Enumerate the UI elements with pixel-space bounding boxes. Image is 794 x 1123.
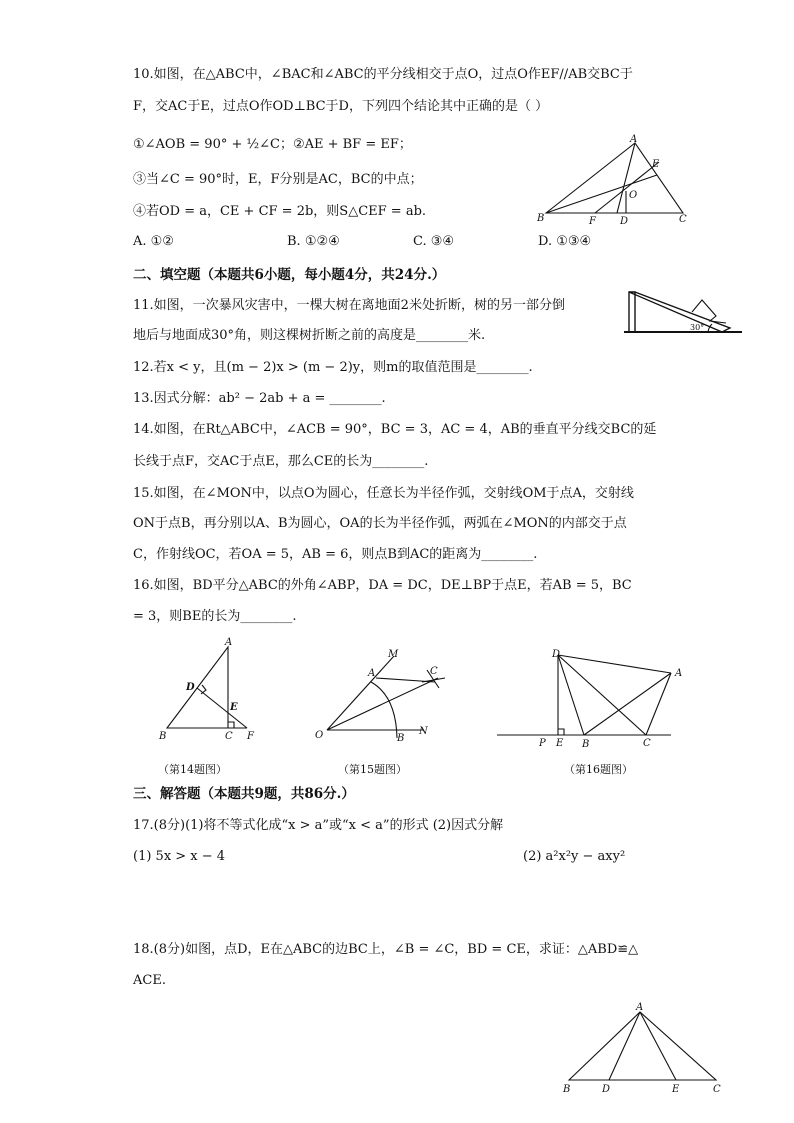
q18-triangle-abc — [569, 1012, 716, 1080]
fig15-label-c: C — [430, 666, 438, 677]
q17-line-1: 17.(8分)(1)将不等式化成“x > a”或“x < a”的形式 (2)因式分解 — [133, 818, 504, 833]
q10-line-2: F，交AC于E，过点O作OD⊥BC于D，下列四个结论其中正确的是（ ） — [133, 99, 549, 114]
q16-line-2: = 3，则BE的长为________. — [133, 609, 297, 624]
q18-segment-ad — [609, 1012, 640, 1080]
q10-label-o: O — [629, 190, 638, 201]
fig16-label-p: P — [539, 738, 546, 749]
q10-statement-4: ④若OD = a，CE + CF = 2b，则S△CEF = ab. — [133, 204, 427, 219]
q18-label-c: C — [713, 1084, 721, 1095]
q13-text: 13.因式分解：ab² − 2ab + a = ________. — [133, 391, 386, 406]
q18-label-a: A — [636, 1002, 644, 1013]
q18-line-2: ACE. — [133, 973, 166, 988]
q15-line-2: ON于点B，再分别以A、B为圆心，OA的长为半径作弧，两弧在∠MON的内部交于点 — [133, 516, 627, 531]
q11-figure — [620, 288, 745, 338]
fig15-label-m: M — [388, 649, 399, 660]
section-2-heading: 二、填空题（本题共6小题，每小题4分，共24分.） — [133, 267, 446, 283]
q18-label-b: B — [563, 1084, 571, 1095]
q15-line-1: 15.如图，在∠MON中，以点O为圆心，任意长为半径作弧，交射线OM于点A，交射线 — [133, 486, 634, 501]
fig16-right-angle-e — [558, 729, 564, 735]
fig15-label-b: B — [397, 733, 405, 744]
q11-line-1: 11.如图，一次暴风灾害中，一棵大树在离地面2米处折断，树的另一部分倒 — [133, 298, 565, 313]
q18-line-1: 18.(8分)如图，点D，E在△ABC的边BC上，∠B = ∠C，BD = CE，求证：△ABD≌△ — [133, 942, 639, 957]
fig16-label-c: C — [643, 738, 651, 749]
q10-option-b[interactable]: B. ①②④ — [287, 234, 340, 249]
fig16-label-e: E — [556, 738, 564, 749]
q11-trunk — [629, 292, 635, 332]
q10-label-b: B — [537, 213, 545, 224]
q10-statement-3: ③当∠C = 90°时，E，F分别是AC，BC的中点； — [133, 172, 423, 187]
q11-line-2: 地后与地面成30°角，则这棵树折断之前的高度是________米. — [133, 328, 486, 343]
q11-angle-label: 30° — [690, 323, 705, 332]
fig14-label-f: F — [247, 731, 254, 742]
q10-option-d[interactable]: D. ①③④ — [538, 234, 592, 249]
fig15-label-a: A — [368, 668, 376, 679]
fig16-label-d: D — [552, 649, 561, 660]
fig16-label-b: B — [582, 739, 590, 750]
q10-figure — [535, 135, 695, 230]
fig15 — [312, 648, 447, 743]
q11-fallen-tree — [629, 292, 730, 332]
fig16 — [495, 647, 695, 752]
q10-option-a[interactable]: A. ①② — [133, 234, 174, 249]
fig15-label-n: N — [419, 726, 428, 737]
q10-option-c[interactable]: C. ③④ — [413, 234, 455, 249]
fig14-label-b: B — [159, 731, 167, 742]
q18-label-d: D — [602, 1084, 611, 1095]
section-3-heading: 三、解答题（本题共9题，共86分.） — [133, 786, 355, 802]
q18-segment-ae — [640, 1012, 676, 1080]
q15-line-3: C，作射线OC，若OA = 5，AB = 6，则点B到AC的距离为________. — [133, 547, 538, 562]
q10-line-ef — [595, 162, 659, 213]
q14-line-1: 14.如图，在Rt△ABC中，∠ACB = 90°，BC = 3，AC = 4，AB的垂直平分线交BC的延 — [133, 422, 657, 437]
q10-label-f: F — [589, 216, 596, 227]
q14-line-2: 长线于点F，交AC于点E，那么CE的长为________. — [133, 454, 429, 469]
q18-label-e: E — [672, 1084, 680, 1095]
q10-label-e: E — [652, 159, 660, 170]
fig14-label-e: E — [230, 702, 238, 713]
q17-part-2: (2) a²x²y − axy² — [523, 849, 626, 864]
q16-line-1: 16.如图，BD平分△ABC的外角∠ABP，DA = DC，DE⊥BP于点E，若AB = 5，BC — [133, 578, 632, 593]
fig14-right-angle-c — [228, 722, 234, 728]
fig14-right-angle-d — [201, 685, 206, 694]
fig16-label-a: A — [675, 668, 683, 679]
fig15-ray-oc — [327, 678, 438, 730]
fig15-label-o: O — [315, 730, 324, 741]
q12-text: 12.若x < y，且(m − 2)x > (m − 2)y，则m的取值范围是________. — [133, 360, 533, 375]
q10-label-d: D — [620, 216, 629, 227]
q10-label-a: A — [630, 134, 638, 145]
fig14 — [155, 637, 265, 742]
fig14-perp-bisector — [197, 688, 247, 728]
q17-part-1: (1) 5x > x − 4 — [133, 849, 226, 864]
q10-label-c: C — [679, 214, 687, 225]
q10-triangle-abc — [546, 143, 683, 213]
q18-figure — [560, 1000, 735, 1100]
fig14-label-c: C — [225, 731, 233, 742]
q10-line-1: 10.如图，在△ABC中，∠BAC和∠ABC的平分线相交于点O，过点O作EF//AB交BC于 — [133, 67, 633, 82]
fig16-caption: （第16题图） — [564, 763, 633, 776]
fig15-caption: （第15题图） — [338, 763, 407, 776]
fig14-label-a: A — [225, 637, 233, 648]
fig14-label-d: D — [186, 682, 195, 693]
q10-statement-1-2: ①∠AOB = 90° + ½∠C；②AE + BF = EF； — [133, 137, 412, 152]
fig14-triangle — [167, 647, 228, 728]
fig14-caption: （第14题图） — [158, 763, 227, 776]
